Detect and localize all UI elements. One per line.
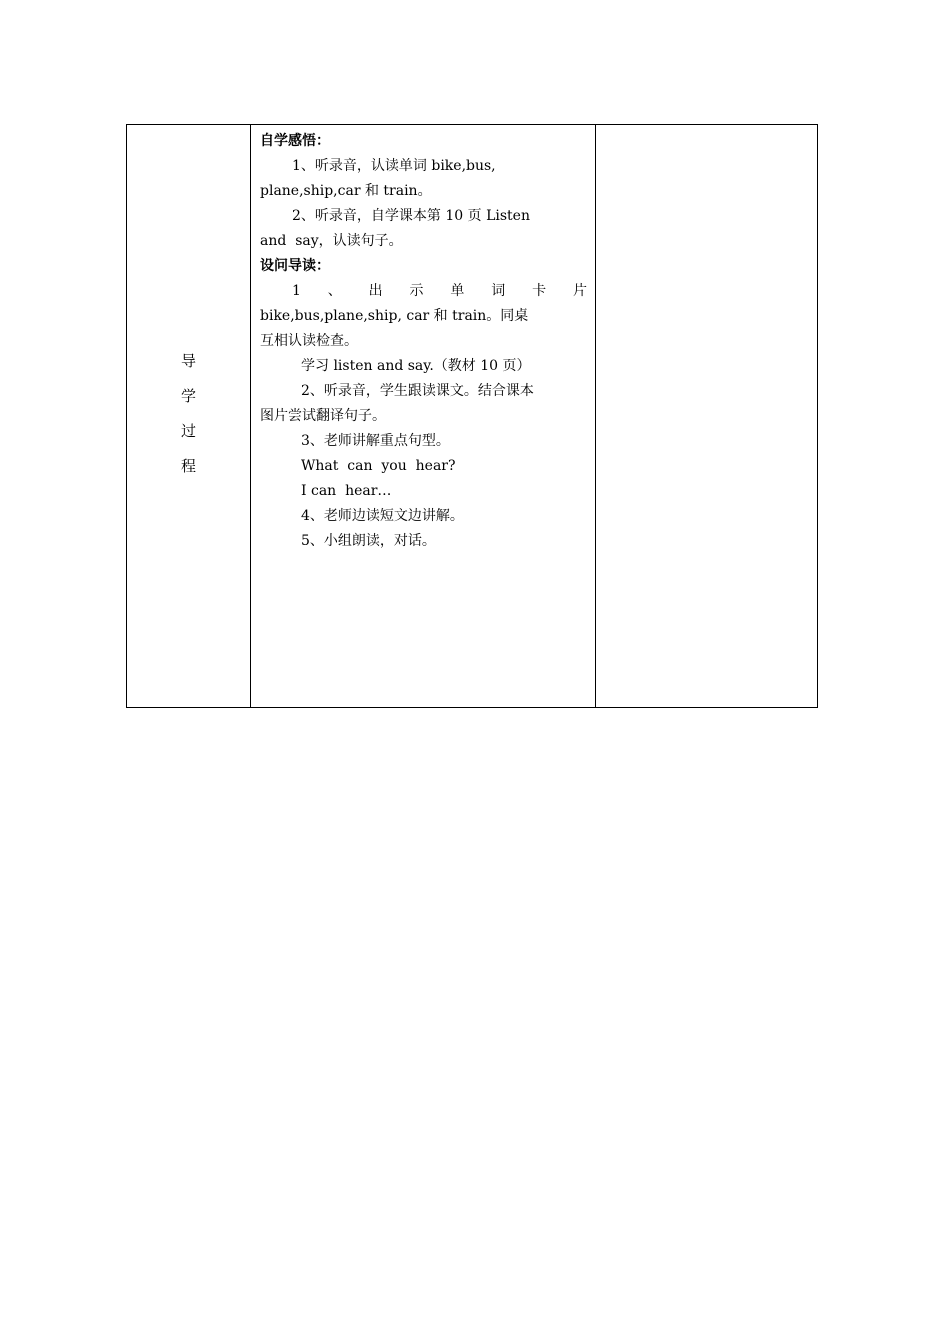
guided-learn-line: 学习 listen and say.（教材 10 页） bbox=[301, 358, 531, 374]
guided-reading-heading: 设问导读： bbox=[260, 258, 330, 274]
guided-item-5: 5、小组朗读，对话。 bbox=[301, 533, 436, 549]
guided-item-1-cont2: 互相认读检查。 bbox=[260, 333, 358, 349]
table-row bbox=[127, 125, 818, 708]
key-sentence-1: What can you hear? bbox=[301, 458, 456, 474]
label-char: 学 bbox=[180, 386, 196, 405]
section-label-cell bbox=[127, 125, 251, 708]
guided-item-1-cont: bike,bus,plane,ship, car 和 train。同桌 bbox=[260, 308, 529, 324]
spread-char: 词 bbox=[491, 283, 506, 299]
spread-char: 单 bbox=[450, 283, 465, 299]
label-char: 过 bbox=[180, 421, 196, 440]
spread-char: 卡 bbox=[532, 283, 547, 299]
guided-item-1 bbox=[260, 279, 587, 304]
section-label bbox=[127, 350, 250, 477]
spread-char: 示 bbox=[409, 283, 424, 299]
spread-char: 片 bbox=[572, 283, 587, 299]
spread-char: 1 bbox=[292, 283, 301, 299]
label-char: 程 bbox=[180, 456, 196, 475]
self-study-item-1-cont: plane,ship,car 和 train。 bbox=[260, 183, 432, 199]
guided-item-2-cont: 图片尝试翻译句子。 bbox=[260, 408, 386, 424]
guided-item-3: 3、老师讲解重点句型。 bbox=[301, 433, 450, 449]
lesson-table bbox=[126, 124, 818, 708]
key-sentence-2: I can hear… bbox=[301, 483, 392, 499]
label-char: 导 bbox=[180, 351, 196, 370]
spread-char: 出 bbox=[368, 283, 383, 299]
self-study-item-2: 2、听录音，自学课本第 10 页 Listen bbox=[292, 208, 530, 224]
content-cell bbox=[251, 125, 596, 708]
content-body bbox=[251, 125, 595, 554]
spread-char: 、 bbox=[327, 283, 342, 299]
self-study-item-2-cont: and say，认读句子。 bbox=[260, 233, 403, 249]
self-study-item-1: 1、听录音，认读单词 bike,bus, bbox=[292, 158, 496, 174]
self-study-heading: 自学感悟： bbox=[260, 133, 330, 149]
guided-item-2: 2、听录音，学生跟读课文。结合课本 bbox=[301, 383, 534, 399]
guided-item-4: 4、老师边读短文边讲解。 bbox=[301, 508, 464, 524]
notes-cell bbox=[596, 125, 818, 708]
